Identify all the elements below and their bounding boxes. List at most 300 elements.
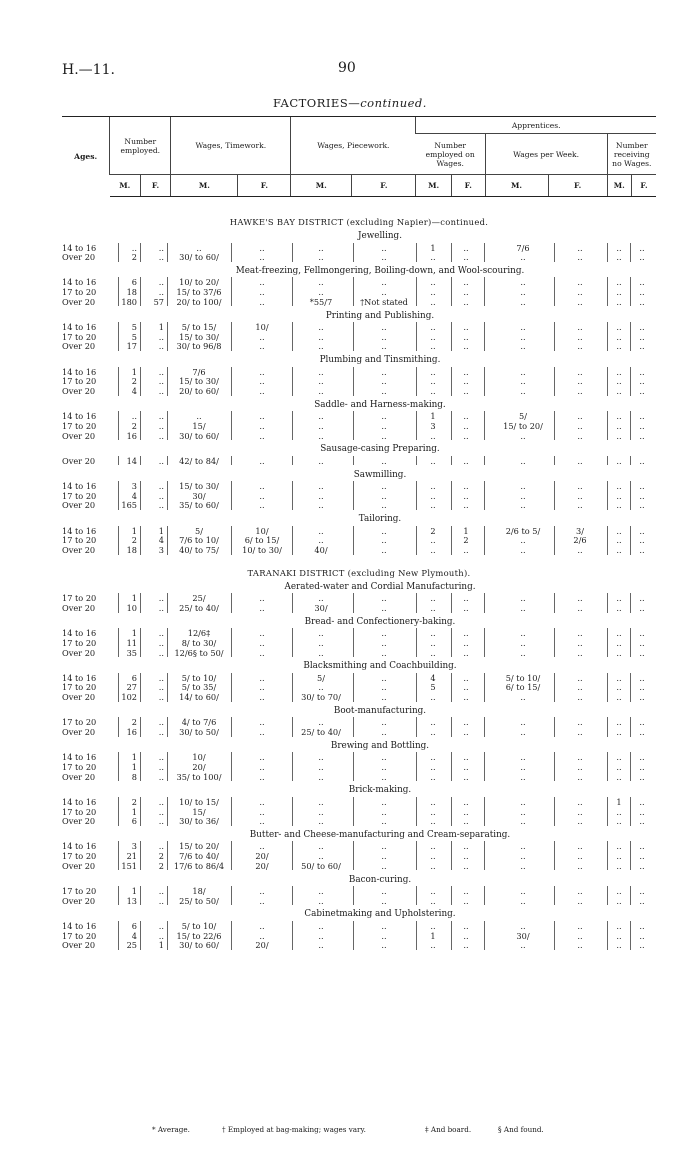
column-rule xyxy=(292,367,293,396)
table-cell: .. xyxy=(318,920,324,931)
column-rule xyxy=(554,752,555,781)
table-cell: .. xyxy=(639,430,645,441)
column-rule xyxy=(630,673,631,702)
table-cell: 25/ to 40/ xyxy=(179,602,219,613)
column-rule xyxy=(607,481,608,510)
table-cell: .. xyxy=(463,851,469,862)
age-group: 14 to 16 xyxy=(62,841,97,852)
table-cell: .. xyxy=(430,602,436,613)
table-cell: .. xyxy=(158,930,164,941)
table-cell: .. xyxy=(520,430,526,441)
table-cell: .. xyxy=(158,331,164,342)
table-cell: .. xyxy=(639,672,645,683)
table-cell: .. xyxy=(520,287,526,298)
table-cell: .. xyxy=(381,376,387,387)
table-cell: .. xyxy=(639,860,645,871)
table-cell: 14 xyxy=(126,455,137,466)
table-cell: .. xyxy=(259,841,265,852)
column-rule xyxy=(140,526,141,555)
column-rule xyxy=(484,886,485,905)
column-rule xyxy=(484,456,485,466)
table-cell: .. xyxy=(259,602,265,613)
column-rule xyxy=(118,322,119,351)
table-cell: .. xyxy=(577,841,583,852)
table-cell: .. xyxy=(520,500,526,511)
age-group: Over 20 xyxy=(62,602,96,613)
table-cell: .. xyxy=(430,252,436,263)
table-cell: .. xyxy=(259,752,265,763)
table-cell: 30/ to 36/ xyxy=(179,816,219,827)
table-cell: .. xyxy=(158,717,164,728)
table-cell: .. xyxy=(616,287,622,298)
table-cell: .. xyxy=(616,851,622,862)
age-group: 17 to 20 xyxy=(62,717,97,728)
column-rule xyxy=(231,673,232,702)
table-cell: .. xyxy=(381,481,387,491)
table-cell: 2 xyxy=(131,796,137,807)
column-rule xyxy=(607,526,608,555)
table-cell: .. xyxy=(463,920,469,931)
column-rule xyxy=(451,526,452,555)
table-cell: 10/ to 15/ xyxy=(179,796,219,807)
table-cell: .. xyxy=(463,860,469,871)
table-cell: .. xyxy=(259,806,265,817)
column-rule xyxy=(167,526,168,555)
table-cell: .. xyxy=(381,816,387,827)
table-cell: 30/ to 96/8 xyxy=(176,341,222,352)
table-cell: .. xyxy=(520,816,526,827)
table-cell: .. xyxy=(318,771,324,782)
table-cell: 3/ xyxy=(576,525,584,536)
table-cell: .. xyxy=(520,717,526,728)
table-cell: 42/ to 84/ xyxy=(179,455,219,466)
column-rule xyxy=(353,456,354,466)
table-cell: .. xyxy=(520,806,526,817)
table-cell: .. xyxy=(381,525,387,536)
age-group: 17 to 20 xyxy=(62,331,97,342)
column-rule xyxy=(451,481,452,510)
table-cell: .. xyxy=(520,481,526,491)
column-rule xyxy=(292,886,293,905)
table-cell: .. xyxy=(639,420,645,431)
table-cell: .. xyxy=(577,296,583,307)
column-rule xyxy=(607,411,608,440)
table-cell: 2 xyxy=(131,420,137,431)
district-heading: TARANAKI DISTRICT (excluding New Plymouth). xyxy=(247,567,471,578)
table-cell: .. xyxy=(463,886,469,896)
table-cell: .. xyxy=(318,331,324,342)
column-rule xyxy=(118,243,119,262)
table-cell: .. xyxy=(639,376,645,387)
table-cell: .. xyxy=(577,376,583,387)
trade-heading: Tailoring. xyxy=(358,514,402,525)
table-cell: .. xyxy=(616,386,622,396)
table-cell: .. xyxy=(616,895,622,906)
table-cell: .. xyxy=(639,366,645,377)
table-cell: .. xyxy=(616,672,622,683)
table-cell: .. xyxy=(463,341,469,352)
table-cell: .. xyxy=(381,366,387,377)
table-cell: .. xyxy=(318,682,324,693)
column-rule xyxy=(484,717,485,736)
table-cell: .. xyxy=(430,500,436,511)
table-cell: .. xyxy=(639,841,645,852)
table-cell: 6/ to 15/ xyxy=(244,535,280,546)
table-cell: 4 xyxy=(430,672,436,683)
col-f: F. xyxy=(548,175,607,197)
table-cell: 4 xyxy=(131,930,137,941)
table-cell: .. xyxy=(158,376,164,387)
table-cell: .. xyxy=(381,430,387,441)
table-cell: 1 xyxy=(158,322,164,332)
column-rule xyxy=(140,797,141,826)
table-cell: .. xyxy=(381,806,387,817)
table-cell: †Not stated xyxy=(360,296,408,307)
column-rule xyxy=(451,841,452,870)
table-cell: 15/ to 20/ xyxy=(503,420,543,431)
table-cell: .. xyxy=(639,545,645,555)
column-rule xyxy=(231,367,232,396)
table-cell: 1 xyxy=(430,411,436,422)
column-rule xyxy=(118,673,119,702)
column-rule xyxy=(554,456,555,466)
table-cell: .. xyxy=(639,727,645,737)
age-group: Over 20 xyxy=(62,296,96,307)
table-cell: .. xyxy=(381,277,387,288)
col-f: F. xyxy=(451,175,485,197)
table-cell: .. xyxy=(520,796,526,807)
column-rule xyxy=(554,367,555,396)
column-rule xyxy=(292,456,293,466)
table-cell: 18 xyxy=(126,545,137,555)
page-title xyxy=(0,96,700,110)
table-cell: 1 xyxy=(131,593,137,604)
table-cell: .. xyxy=(158,277,164,288)
column-rule xyxy=(630,456,631,466)
column-rule xyxy=(231,797,232,826)
age-group: 17 to 20 xyxy=(62,851,97,862)
table-cell: .. xyxy=(381,420,387,431)
column-rule xyxy=(231,841,232,870)
table-cell: .. xyxy=(259,816,265,827)
column-rule xyxy=(416,322,417,351)
table-cell: .. xyxy=(639,411,645,422)
table-cell: .. xyxy=(430,761,436,772)
col-employed: Number employed. xyxy=(110,117,171,175)
table-cell: .. xyxy=(158,692,164,703)
trade-heading: Boot-manufacturing. xyxy=(333,705,427,716)
column-rule xyxy=(451,277,452,306)
age-group: Over 20 xyxy=(62,771,96,782)
column-rule xyxy=(292,593,293,612)
column-rule xyxy=(140,322,141,351)
table-cell: .. xyxy=(639,717,645,728)
col-appr-week: Wages per Week. xyxy=(485,134,607,175)
column-rule xyxy=(416,526,417,555)
table-cell: 20/ xyxy=(192,761,206,772)
table-cell: .. xyxy=(463,752,469,763)
table-cell: 57 xyxy=(153,296,164,307)
table-cell: .. xyxy=(463,490,469,501)
table-cell: .. xyxy=(381,771,387,782)
column-rule xyxy=(118,628,119,657)
table-cell: .. xyxy=(520,545,526,555)
table-cell: .. xyxy=(639,647,645,658)
column-rule xyxy=(167,752,168,781)
table-cell: 35/ to 100/ xyxy=(176,771,222,782)
column-rule xyxy=(630,921,631,950)
table-cell: 1 xyxy=(158,525,164,536)
column-rule xyxy=(140,367,141,396)
trade-heading: Printing and Publishing. xyxy=(325,310,435,321)
table-cell: 1 xyxy=(430,242,436,253)
table-cell: .. xyxy=(259,692,265,703)
table-cell: .. xyxy=(318,525,324,536)
age-group: Over 20 xyxy=(62,455,96,466)
table-cell: .. xyxy=(520,940,526,951)
table-cell: 25/ xyxy=(192,593,206,604)
table-cell: .. xyxy=(259,895,265,906)
trade-heading: Bacon-curing. xyxy=(348,874,412,885)
column-rule xyxy=(140,921,141,950)
table-cell: .. xyxy=(520,341,526,352)
table-cell: .. xyxy=(577,895,583,906)
table-cell: .. xyxy=(158,841,164,852)
table-cell: .. xyxy=(639,752,645,763)
table-cell: .. xyxy=(430,386,436,396)
table-cell: .. xyxy=(158,500,164,511)
table-cell: 35 xyxy=(126,647,137,658)
age-group: Over 20 xyxy=(62,692,96,703)
title-continued: —continued. xyxy=(348,96,427,110)
table-cell: .. xyxy=(430,593,436,604)
table-cell: 6 xyxy=(131,672,137,683)
table-cell: .. xyxy=(430,545,436,555)
table-cell: .. xyxy=(158,771,164,782)
table-cell: 30/ xyxy=(192,490,206,501)
table-cell: 7/6 to 10/ xyxy=(179,535,219,546)
table-cell: .. xyxy=(520,322,526,332)
table-cell: 30/ xyxy=(314,602,328,613)
column-rule xyxy=(167,797,168,826)
table-cell: 3 xyxy=(430,420,436,431)
table-cell: 30/ to 60/ xyxy=(179,940,219,951)
table-cell: .. xyxy=(318,816,324,827)
column-rule xyxy=(451,456,452,466)
table-cell: 6/ to 15/ xyxy=(505,682,541,693)
table-cell: .. xyxy=(616,331,622,342)
table-cell: .. xyxy=(318,593,324,604)
table-cell: .. xyxy=(259,727,265,737)
column-rule xyxy=(416,628,417,657)
table-cell: 35/ to 60/ xyxy=(179,500,219,511)
column-rule xyxy=(484,841,485,870)
footnote: † Employed at bag-making; wages vary. xyxy=(222,1125,366,1134)
table-cell: 15/ to 30/ xyxy=(179,331,219,342)
table-cell: .. xyxy=(616,545,622,555)
table-cell: .. xyxy=(520,860,526,871)
table-cell: .. xyxy=(381,252,387,263)
table-cell: .. xyxy=(318,535,324,546)
column-rule xyxy=(630,367,631,396)
table-cell: .. xyxy=(430,490,436,501)
column-rule xyxy=(484,673,485,702)
table-cell: .. xyxy=(463,841,469,852)
table-cell: 1 xyxy=(131,366,137,377)
table-cell: 10/ to 30/ xyxy=(242,545,282,555)
table-cell: .. xyxy=(616,277,622,288)
table-cell: .. xyxy=(616,500,622,511)
column-rule xyxy=(353,886,354,905)
table-cell: 25/ to 50/ xyxy=(179,895,219,906)
table-cell: .. xyxy=(158,920,164,931)
column-rule xyxy=(630,841,631,870)
column-rule xyxy=(292,797,293,826)
table-cell: 2 xyxy=(430,525,436,536)
column-rule xyxy=(231,243,232,262)
age-group: Over 20 xyxy=(62,860,96,871)
column-rule xyxy=(554,411,555,440)
table-cell: 180 xyxy=(121,296,137,307)
table-cell: .. xyxy=(430,376,436,387)
table-cell: .. xyxy=(259,593,265,604)
column-rule xyxy=(484,921,485,950)
column-rule xyxy=(607,628,608,657)
column-rule xyxy=(353,481,354,510)
table-cell: .. xyxy=(430,816,436,827)
age-group: 14 to 16 xyxy=(62,481,97,491)
table-cell: 12/6‡ xyxy=(187,628,211,639)
table-cell: .. xyxy=(430,886,436,896)
table-cell: .. xyxy=(463,940,469,951)
column-rule xyxy=(554,717,555,736)
col-m: M. xyxy=(416,175,452,197)
table-cell: .. xyxy=(520,628,526,639)
table-cell: .. xyxy=(616,940,622,951)
table-cell: .. xyxy=(318,500,324,511)
trade-heading: Bread- and Confectionery-baking. xyxy=(304,616,456,627)
age-group: 14 to 16 xyxy=(62,672,97,683)
table-cell: .. xyxy=(463,682,469,693)
table-cell: .. xyxy=(318,628,324,639)
table-cell: .. xyxy=(259,277,265,288)
age-group: 17 to 20 xyxy=(62,593,97,604)
column-rule xyxy=(353,526,354,555)
table-cell: 1 xyxy=(131,525,137,536)
column-rule xyxy=(416,411,417,440)
table-cell: .. xyxy=(381,860,387,871)
table-cell: .. xyxy=(463,593,469,604)
column-rule xyxy=(484,526,485,555)
column-rule xyxy=(353,243,354,262)
table-cell: 10/ xyxy=(192,752,206,763)
column-rule xyxy=(231,717,232,736)
table-cell: 6 xyxy=(131,277,137,288)
table-cell: .. xyxy=(430,455,436,466)
column-rule xyxy=(416,277,417,306)
column-rule xyxy=(484,797,485,826)
table-cell: .. xyxy=(577,277,583,288)
table-cell: 4 xyxy=(131,386,137,396)
column-rule xyxy=(353,841,354,870)
column-rule xyxy=(167,367,168,396)
table-cell: 10/ xyxy=(255,525,269,536)
table-cell: *55/7 xyxy=(309,296,333,307)
table-cell: 7/6 xyxy=(192,366,206,377)
table-cell: .. xyxy=(639,920,645,931)
table-cell: .. xyxy=(639,331,645,342)
table-cell: .. xyxy=(381,628,387,639)
table-cell: .. xyxy=(463,376,469,387)
table-cell: .. xyxy=(381,761,387,772)
table-cell: 2/6 to 5/ xyxy=(505,525,541,536)
column-rule xyxy=(118,921,119,950)
table-cell: .. xyxy=(259,341,265,352)
trade-heading: Brewing and Bottling. xyxy=(330,740,430,751)
page-number: 90 xyxy=(338,60,356,76)
table-cell: .. xyxy=(318,322,324,332)
table-cell: .. xyxy=(463,816,469,827)
table-cell: .. xyxy=(463,242,469,253)
table-cell: 2 xyxy=(131,535,137,546)
column-rule xyxy=(484,243,485,262)
column-rule xyxy=(554,277,555,306)
table-cell: .. xyxy=(577,860,583,871)
table-cell: .. xyxy=(158,672,164,683)
table-cell: 2 xyxy=(463,535,469,546)
table-cell: .. xyxy=(259,771,265,782)
column-rule xyxy=(607,243,608,262)
column-rule xyxy=(451,797,452,826)
table-cell: .. xyxy=(381,920,387,931)
district-heading: HAWKE'S BAY DISTRICT (excluding Napier)—continued. xyxy=(229,217,489,227)
table-cell: 1 xyxy=(616,796,622,807)
table-cell: .. xyxy=(616,816,622,827)
table-cell: .. xyxy=(463,545,469,555)
table-cell: 20/ to 60/ xyxy=(179,386,219,396)
table-cell: .. xyxy=(158,411,164,422)
table-cell: .. xyxy=(463,430,469,441)
table-cell: .. xyxy=(196,411,202,422)
table-cell: .. xyxy=(577,771,583,782)
table-cell: .. xyxy=(430,647,436,658)
table-cell: 30/ xyxy=(516,930,530,941)
age-group: 17 to 20 xyxy=(62,886,97,896)
trade-heading: Jewelling. xyxy=(357,231,402,241)
column-rule xyxy=(231,322,232,351)
column-rule xyxy=(607,367,608,396)
table-cell: .. xyxy=(131,411,137,422)
col-m: M. xyxy=(291,175,352,197)
table-cell: .. xyxy=(318,430,324,441)
trade-heading: Saddle- and Harness-making. xyxy=(314,399,446,410)
table-cell: 1 xyxy=(131,761,137,772)
column-rule xyxy=(484,752,485,781)
column-rule xyxy=(607,717,608,736)
table-cell: .. xyxy=(616,535,622,546)
table-cell: 11 xyxy=(126,637,137,648)
table-cell: .. xyxy=(381,637,387,648)
table-cell: 17/6 to 86/4 xyxy=(173,860,225,871)
table-cell: .. xyxy=(639,593,645,604)
table-cell: .. xyxy=(381,322,387,332)
table-cell: 1 xyxy=(131,752,137,763)
table-cell: .. xyxy=(577,252,583,263)
col-apprentices: Apprentices. xyxy=(416,117,656,134)
table-cell: .. xyxy=(381,602,387,613)
column-rule xyxy=(140,628,141,657)
age-group: 17 to 20 xyxy=(62,806,97,817)
